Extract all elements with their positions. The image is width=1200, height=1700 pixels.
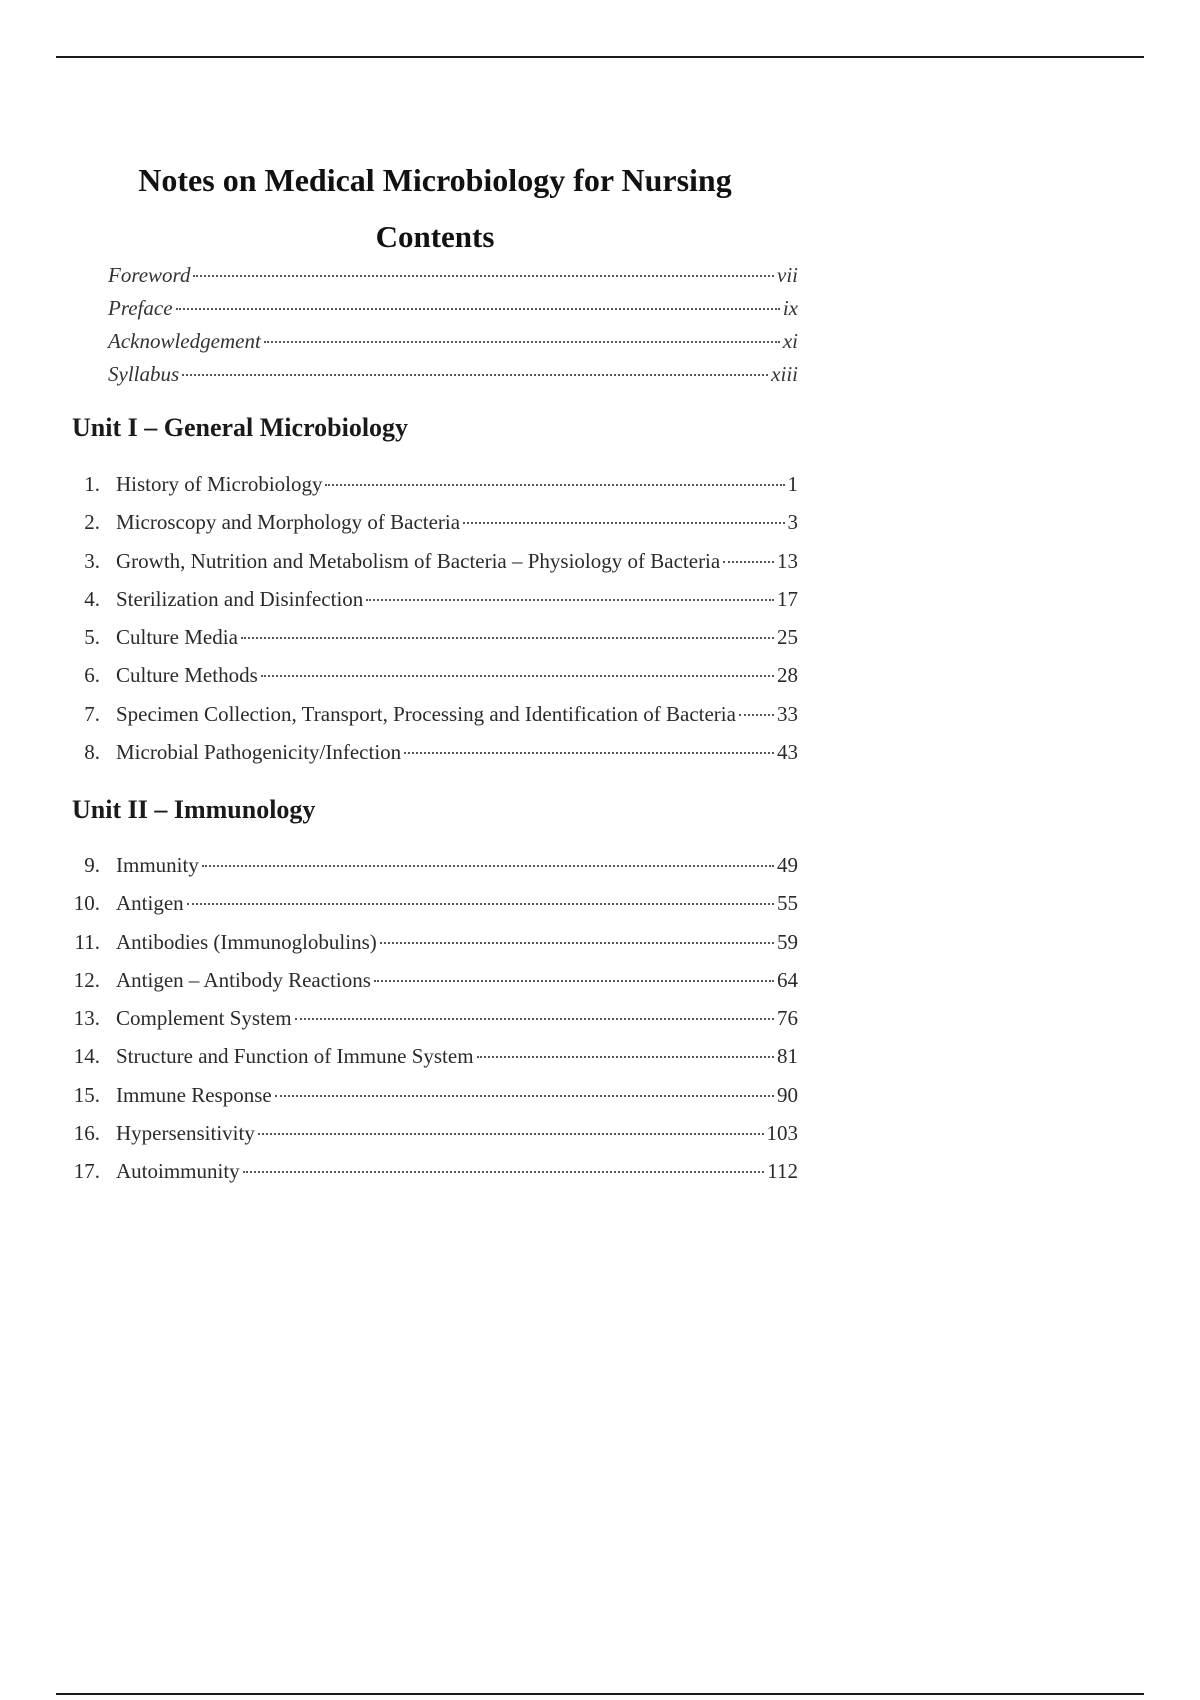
dot-leader — [176, 308, 780, 310]
chapter-page: 1 — [787, 472, 798, 496]
chapter-number: 17. — [73, 1159, 100, 1184]
toc-entry-preface[interactable] — [108, 296, 798, 329]
unit-2-chapter-list — [66, 853, 798, 1198]
chapter-title: Immune Response — [116, 1082, 272, 1107]
chapter-number: 10. — [73, 891, 100, 916]
entry-page: vii — [777, 263, 798, 287]
chapter-number: 13. — [73, 1006, 100, 1031]
chapter-number: 5. — [84, 625, 100, 650]
top-rule — [56, 56, 1144, 58]
entry-page: ix — [782, 296, 798, 320]
chapter-number: 14. — [73, 1044, 100, 1069]
chapter-page: 28 — [777, 663, 798, 688]
entry-label: Acknowledgement — [108, 329, 261, 353]
toc-chapter-entry[interactable] — [66, 740, 798, 778]
chapter-title: Antigen — [116, 891, 184, 916]
dot-leader — [295, 1018, 774, 1020]
chapter-title: Antibodies (Immunoglobulins) — [116, 929, 377, 954]
chapter-number: 2. — [84, 510, 100, 535]
dot-leader — [404, 752, 774, 754]
chapter-page: 103 — [766, 1121, 798, 1146]
chapter-page: 43 — [777, 740, 798, 765]
chapter-number: 15. — [73, 1082, 100, 1107]
chapter-title: Microbial Pathogenicity/Infection — [116, 740, 402, 765]
dot-leader — [241, 637, 774, 639]
dot-leader — [374, 980, 774, 982]
chapter-title: Microscopy and Morphology of Bacteria — [116, 510, 461, 535]
toc-entry-syllabus[interactable] — [108, 362, 798, 395]
chapter-title: Autoimmunity — [116, 1159, 240, 1184]
chapter-title: Complement System — [116, 1006, 292, 1031]
dot-leader — [261, 675, 774, 677]
chapter-title: Culture Methods — [116, 663, 258, 688]
entry-page: xiii — [771, 362, 798, 386]
dot-leader — [264, 341, 780, 343]
chapter-page: 81 — [777, 1044, 798, 1069]
toc-chapter-entry[interactable] — [66, 625, 798, 663]
chapter-title: Sterilization and Disinfection — [116, 586, 364, 611]
toc-chapter-entry[interactable] — [66, 1121, 798, 1159]
chapter-number: 1. — [84, 472, 100, 496]
chapter-page: 25 — [777, 625, 798, 650]
dot-leader — [182, 374, 768, 376]
dot-leader — [193, 275, 774, 277]
unit-1-chapter-list — [66, 472, 798, 778]
front-matter-list — [108, 263, 798, 395]
entry-page: xi — [782, 329, 798, 353]
dot-leader — [739, 714, 774, 716]
chapter-title: Culture Media — [116, 625, 238, 650]
entry-label: Preface — [108, 296, 173, 320]
dot-leader — [380, 942, 774, 944]
chapter-title: Growth, Nutrition and Metabolism of Bacteria – Physiology of Bacteria — [116, 548, 721, 573]
chapter-number: 16. — [73, 1121, 100, 1146]
book-title: Notes on Medical Microbiology for Nursing — [138, 162, 732, 198]
dot-leader — [477, 1056, 774, 1058]
chapter-page: 112 — [767, 1159, 798, 1184]
toc-entry-foreword[interactable] — [108, 263, 798, 296]
chapter-number: 8. — [84, 740, 100, 765]
chapter-page: 17 — [777, 586, 798, 611]
chapter-page: 33 — [777, 701, 798, 726]
chapter-page: 59 — [777, 929, 798, 954]
chapter-title: Hypersensitivity — [116, 1121, 255, 1146]
unit-2-heading: Unit II – Immunology — [72, 795, 316, 824]
chapter-page: 76 — [777, 1006, 798, 1031]
toc-chapter-entry[interactable] — [66, 1083, 798, 1121]
bottom-rule — [56, 1693, 1144, 1695]
toc-chapter-entry[interactable] — [66, 853, 798, 891]
unit-1-heading: Unit I – General Microbiology — [72, 413, 409, 442]
toc-chapter-entry[interactable] — [66, 1006, 798, 1044]
toc-chapter-entry[interactable] — [66, 891, 798, 929]
dot-leader — [366, 599, 774, 601]
chapter-page: 64 — [777, 967, 798, 992]
chapter-number: 4. — [84, 586, 100, 611]
toc-chapter-entry[interactable] — [66, 510, 798, 548]
dot-leader — [258, 1133, 764, 1135]
chapter-title: Specimen Collection, Transport, Processing and Identification of Bacteria — [116, 701, 736, 726]
chapter-page: 3 — [787, 510, 798, 535]
chapter-number: 6. — [84, 663, 100, 688]
chapter-number: 9. — [84, 853, 100, 877]
contents-heading: Contents — [375, 219, 495, 254]
toc-chapter-entry[interactable] — [66, 587, 798, 625]
chapter-title: Antigen – Antibody Reactions — [116, 967, 371, 992]
toc-chapter-entry[interactable] — [66, 1159, 798, 1197]
toc-chapter-entry[interactable] — [66, 968, 798, 1006]
dot-leader — [202, 865, 774, 867]
entry-label: Syllabus — [108, 362, 180, 386]
chapter-page: 49 — [777, 853, 798, 877]
chapter-title: Immunity — [116, 853, 199, 877]
toc-chapter-entry[interactable] — [66, 1044, 798, 1082]
chapter-title: History of Microbiology — [116, 472, 323, 496]
dot-leader — [187, 903, 774, 905]
chapter-title: Structure and Function of Immune System — [116, 1044, 474, 1069]
dot-leader — [463, 522, 784, 524]
toc-chapter-entry[interactable] — [66, 663, 798, 701]
toc-chapter-entry[interactable] — [66, 549, 798, 587]
chapter-page: 13 — [777, 548, 798, 573]
dot-leader — [275, 1095, 774, 1097]
entry-label: Foreword — [108, 263, 191, 287]
toc-chapter-entry[interactable] — [66, 930, 798, 968]
chapter-number: 11. — [74, 929, 100, 954]
toc-entry-acknowledgement[interactable] — [108, 329, 798, 362]
chapter-page: 90 — [777, 1082, 798, 1107]
chapter-number: 3. — [84, 548, 100, 573]
dot-leader — [723, 561, 774, 563]
toc-chapter-entry[interactable] — [66, 472, 798, 510]
dot-leader — [325, 484, 784, 486]
chapter-page: 55 — [777, 891, 798, 916]
chapter-number: 12. — [73, 967, 100, 992]
toc-chapter-entry[interactable] — [66, 702, 798, 740]
chapter-number: 7. — [84, 701, 100, 726]
dot-leader — [243, 1171, 765, 1173]
